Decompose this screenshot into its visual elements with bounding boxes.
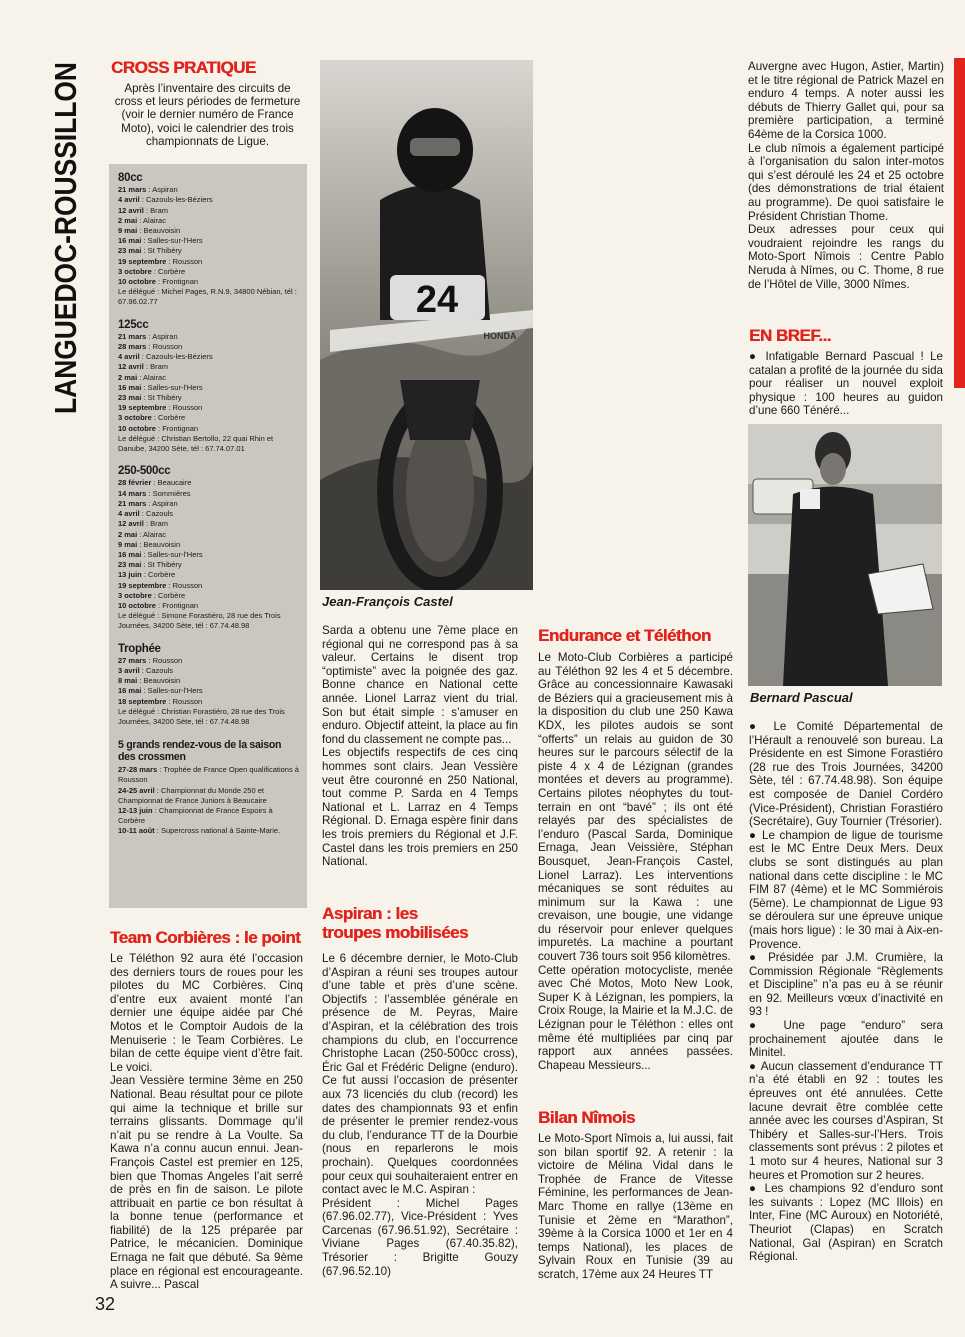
calendar-date: 4 avril <box>118 195 140 205</box>
calendar-row <box>118 509 301 519</box>
calendar-row <box>118 540 301 550</box>
calendar-place: Beauvoisin <box>143 226 181 236</box>
calendar-separator: : <box>139 509 146 519</box>
calendar-place: Rousson <box>152 342 183 352</box>
calendar-separator: : <box>137 529 144 539</box>
calendar-row <box>118 216 301 226</box>
calendar-place: Frontignan <box>162 277 199 287</box>
calendar-date: 27 mars <box>118 655 147 665</box>
calendar-place: Alairac <box>143 372 166 382</box>
aspiran-title: Aspiran : les troupes mobilisées <box>322 904 468 942</box>
calendar-date: 2 mai <box>118 529 138 539</box>
big-event-date: 10-11 août <box>118 826 155 836</box>
pascual-photo <box>748 424 942 686</box>
calendar-place: Corbère <box>148 570 176 580</box>
calendar-row <box>118 499 301 509</box>
calendar-separator: : <box>139 195 146 205</box>
calendar-separator: : <box>166 256 173 266</box>
big-event-date: 27-28 mars <box>118 765 158 775</box>
calendar-row <box>118 403 301 413</box>
bike-number: 24 <box>415 279 459 321</box>
calendar-date: 18 septembre <box>118 696 167 706</box>
calendar-row <box>118 393 301 403</box>
calendar-row <box>118 601 301 611</box>
calendar-separator: : <box>141 570 149 580</box>
big-events-title: 5 grands rendez-vous de la saison des crossmen <box>118 739 282 764</box>
big-event-text: Championnat du Monde 250 et Championnat de France Juniors à Beaucaire <box>118 785 267 805</box>
calendar-separator: : <box>155 600 163 610</box>
calendar-date: 21 mars <box>118 331 147 341</box>
calendar-separator: : <box>146 342 153 352</box>
calendar-place: Cazouls <box>145 509 174 519</box>
calendar-place: Cazouls-les-Béziers <box>145 352 213 362</box>
big-event <box>118 786 301 806</box>
calendar-row <box>118 185 301 195</box>
big-event-separator: : <box>157 765 164 775</box>
calendar-date: 23 mai <box>118 246 142 256</box>
big-event-date: 24-25 avril <box>118 785 155 795</box>
calendar-date: 8 mai <box>118 676 138 686</box>
calendar-date: 16 mai <box>118 236 142 246</box>
bref-items: ● Le Comité Départemental de l’Hérault a renouvelé son bureau. La Présidente en est Simone Forastiéro (28 rue des Trois Journées, 34200 Sète, tél : 67.74.48.98). Son équipe est composée de Daniel Cordéro (Vice-Président), Christian Forastiéro (Secrétaire), Guy Tournier (Trésorier). ● Le champion de ligue de tourisme est le MC Entre Deux Mers. Deux clubs se sont distingués au plan national dans cette discipline : le MC FIM 87 (4ème) et le MC Sommiérois (5ème). Le championnat de Ligue 93 se déroulera sur une épreuve unique (mais hors ligue) : le 30 mai à Aix-en-Provence. ● Présidée par J.M. Crumière, la Commission Régionale “Règlements et Discipline” n’a pas eu à se réunir en 92. Meilleurs vœux d’inactivité en 93 ! ● Une page “enduro” sera prochainement ajoutée dans le Minitel. ● Aucun classement d’endurance TT n’a été établi en 92 : toutes les épreuves ont été annulées. Cette lacune devrait être comblée cette année avec les courses d’Aspiran, St Thibéry et Salles-sur-l’Hers. Trois classements sont prévus : 2 pilotes et 1 moto sur 4 heures, National sur 3 heures et Promotion sur 2 heures. ● Les champions 92 d’enduro sont les suivants : Lopez (MC Illois) en Inter, Fine (MC Auroux) en Notoriété, Theuriot (Clapas) en Scratch National, Gal (Aspiran) en Scratch Régional. <box>749 720 943 1264</box>
calendar-place: Corbère <box>158 590 186 600</box>
calendar-separator: : <box>151 478 158 488</box>
calendar-place: Salles-sur-l’Hers <box>147 382 203 392</box>
calendar-separator: : <box>155 423 163 433</box>
calendar-date: 3 octobre <box>118 590 152 600</box>
big-event-text: Supercross national à Sainte-Marie. <box>160 826 281 836</box>
bilan-body: Le Moto-Sport Nîmois a, lui aussi, fait son bilan sportif 92. A retenir : la victoire de Mélina Vidal dans le Trophée de France de Vitesse Féminine, les performances de Jean-Marc Thome en rallye (13ème en Tunisie et 2ème en “Marathon”, 39ème à la Corsica 1000 et 1er en 4 temps National), les places de Sylvain Roux en Tunisie (39 au scratch, 17ème aux 24 Heures TT <box>538 1132 733 1281</box>
photo-castel-caption: Jean-François Castel <box>322 594 453 609</box>
calendar-place: Rousson <box>172 696 203 706</box>
photo-pascual-caption: Bernard Pascual <box>750 690 853 705</box>
calendar-row <box>118 195 301 205</box>
calendar-place: Salles-sur-l’Hers <box>147 686 203 696</box>
calendar-separator: : <box>141 549 148 559</box>
calendar-date: 3 avril <box>118 665 140 675</box>
team-continued: Sarda a obtenu une 7ème place en régional qui ne correspond pas à sa valeur. Certains le disent trop “optimiste” avec la poignée des gaz. Bonne chance en National cette année. Lionel Larraz vient du trial. Son but était simple : s’amuser en enduro. Objectif atteint, la place au fin fond du classement ne compte pas... Les objectifs respectifs de ces cinq hommes sont clairs. Jean Vessière veut être couronné en 250 National, tout comme P. Sarda en 4 Temps National et L. Larraz en 4 Temps Régional. D. Ernaga espère finir dans les trois premiers du Régional et J.F. Castel dans les trois premiers en 250 National. <box>322 624 518 869</box>
calendar-row <box>118 362 301 372</box>
calendar-date: 13 juin <box>118 570 142 580</box>
calendar-date: 10 octobre <box>118 600 156 610</box>
calendar-row <box>118 530 301 540</box>
team-title: Team Corbières : le point <box>110 928 301 947</box>
big-event-text: Championnat de France Espoirs à Corbère <box>118 805 273 826</box>
calendar-place: Corbère <box>158 266 186 276</box>
calendar-row <box>118 383 301 393</box>
calendar-place: Frontignan <box>162 423 199 433</box>
big-event-separator: : <box>152 805 159 815</box>
calendar-date: 23 mai <box>118 393 142 403</box>
calendar-separator: : <box>141 382 148 392</box>
calendar-separator: : <box>139 665 146 675</box>
calendar-date: 10 octobre <box>118 277 156 287</box>
calendar-place: Aspiran <box>152 331 178 341</box>
calendar-separator: : <box>143 205 151 215</box>
calendar-date: 14 mars <box>118 488 147 498</box>
big-event-separator: : <box>154 785 161 795</box>
calendar-separator: : <box>146 488 153 498</box>
calendar-row <box>118 676 301 686</box>
calendar-row <box>118 560 301 570</box>
rider-photo <box>320 60 533 590</box>
calendar-separator: : <box>137 539 144 549</box>
calendar-date: 3 octobre <box>118 413 152 423</box>
calendar-delegate: Le délégué : Christian Bertollo, 22 quai Rhin et Danube, 34200 Sète, tél : 67.74.07.01 <box>118 433 274 454</box>
photo-castel <box>320 60 533 590</box>
big-event-separator: : <box>154 826 161 836</box>
calendar-row <box>118 277 301 287</box>
calendar-place: Alairac <box>143 215 166 225</box>
calendar-separator: : <box>146 498 153 508</box>
calendar-date: 28 mars <box>118 342 147 352</box>
calendar-separator: : <box>139 352 146 362</box>
section-title: LANGUEDOC-ROUSSILLON <box>48 58 83 414</box>
calendar-date: 10 octobre <box>118 423 156 433</box>
calendar-separator: : <box>137 372 144 382</box>
calendar-delegate: Le délégué : Christian Forastiéro, 28 rue des Trois Journées, 34200 Sète, tél : 67.74.48.98 <box>118 706 285 726</box>
calendar-row <box>118 550 301 560</box>
calendar-date: 4 avril <box>118 352 140 362</box>
calendar-separator: : <box>151 590 159 600</box>
calendar-row <box>118 519 301 529</box>
calendar-separator: : <box>141 393 148 403</box>
calendar-row <box>118 424 301 434</box>
big-event <box>118 765 301 785</box>
calendar-row <box>118 257 301 267</box>
calendar-row <box>118 342 301 352</box>
calendar-row <box>118 352 301 362</box>
calendar-place: Bram <box>150 519 169 529</box>
calendar-place: Salles-sur-l’Hers <box>147 549 203 559</box>
calendar-separator: : <box>143 519 151 529</box>
bilan-title: Bilan Nîmois <box>538 1108 635 1127</box>
team-body: Le Téléthon 92 aura été l’occasion des derniers tours de roues pour les pilotes du MC Corbières. Cinq d’entre eux avaient monté l’an dernier une équipe aidée par Ché Motos et le Comptoir Audois de la Menuiserie : le Team Corbières. Le bilan de cette équipe vient d’être fait. Le voici. Jean Vessière termine 3ème en 250 National. Beau résultat pour ce pilote qui aime la technique et brille sur terrains glissants. Dommage qu’il n’ait pu se rendre à La Voulte. Sa Kawa n’a connu aucun ennui. Jean-François Castel est premier en 125, bien que Thomas Angeles l’ait serré de près en fin de saison. Le pilote attribuait en partie ce bon résultat à la bonne tenue (performance et fiabilité) de la 125 préparée par Patrice, le mécanicien. Dominique Ernaga ne fait que débuté. Sa 9ème place en régional est encourageante. A suivre... Pascal <box>110 952 303 1292</box>
aspiran-body: Le 6 décembre dernier, le Moto-Club d’Aspiran a réuni ses troupes autour d’une table et près d’une scène. Objectifs : l’assemblée générale en présence de M. Peyras, Maire d’Aspiran, et la célébration des trois champions du club, en l’occurrence Christophe Lacan (250-500cc cross), Éric Gal et Frédéric Deligne (enduro). Ce fut aussi l’occasion de présenter aux 73 licenciés du club (record) les dates des championnats 93 et enfin de présenter le premier rendez-vous du club, l’endurance TT de la Dourbie (nous en reparlerons le mois prochain). Quelques coordonnées pour ceux qui souhaiteraient entrer en contact avec le M.C. Aspiran : Président : Michel Pages (67.96.02.77), Vice-Président : Yves Carcenas (67.96.51.92), Secrétaire : Viviane Pages (67.40.35.82), Trésorier : Brigitte Gouzy (67.96.52.10) <box>322 952 518 1278</box>
calendar-row <box>118 489 301 499</box>
calendar-separator: : <box>151 266 159 276</box>
photo-pascual <box>748 424 942 686</box>
calendar-separator: : <box>146 331 153 341</box>
calendar-date: 12 avril <box>118 362 144 372</box>
calendar-place: Beaucaire <box>157 478 192 488</box>
calendar-category: 250-500cc <box>118 465 171 478</box>
calendar-date: 16 mai <box>118 686 142 696</box>
calendar-place: Rousson <box>172 256 203 266</box>
cross-intro: Après l’inventaire des circuits de cross et leurs périodes de fermeture (voir le dernier numéro de France Moto), voici le calendrier des trois championnats de Ligue. <box>114 82 301 148</box>
calendar-place: Cazouls <box>145 665 174 675</box>
calendar-separator: : <box>166 403 173 413</box>
accent-bar <box>954 58 965 388</box>
calendar-separator: : <box>166 580 173 590</box>
bike-brand: HONDA <box>483 331 517 341</box>
calendar-section <box>118 644 301 728</box>
big-event <box>118 826 301 836</box>
calendar-separator: : <box>143 362 151 372</box>
calendar-place: Beauvoisin <box>143 539 181 549</box>
calendar-section <box>118 320 301 455</box>
calendar-row <box>118 413 301 423</box>
calendar-row <box>118 666 301 676</box>
calendar-category: 125cc <box>118 318 149 331</box>
big-event-text: Trophée de France Open qualifications à Rousson <box>118 765 299 785</box>
calendar-place: Rousson <box>172 580 203 590</box>
endurance-title: Endurance et Téléthon <box>538 626 711 645</box>
calendar-separator: : <box>141 236 148 246</box>
calendar-row <box>118 591 301 601</box>
calendar-date: 3 octobre <box>118 266 152 276</box>
calendar-place: Bram <box>150 205 169 215</box>
calendar-date: 23 mai <box>118 560 142 570</box>
calendar-date: 16 mai <box>118 549 142 559</box>
calendar-separator: : <box>146 655 153 665</box>
calendar-row <box>118 373 301 383</box>
calendar-row <box>118 267 301 277</box>
calendar-place: Alairac <box>143 529 166 539</box>
calendar-section <box>118 466 301 631</box>
calendar-separator: : <box>155 277 163 287</box>
bref-first: ● Infatigable Bernard Pascual ! Le catalan a profité de la journée du sida pour réaliser un nouvel exploit physique : 100 heures au guidon d’une 660 Ténéré... <box>749 350 943 418</box>
calendar-date: 2 mai <box>118 372 138 382</box>
calendar-separator: : <box>146 185 153 195</box>
calendar-row <box>118 236 301 246</box>
calendar-separator: : <box>151 413 159 423</box>
calendar-row <box>118 570 301 580</box>
calendar-row <box>118 246 301 256</box>
calendar-row <box>118 656 301 666</box>
calendar-place: Corbère <box>158 413 186 423</box>
big-event <box>118 806 301 826</box>
calendar-place: Rousson <box>172 403 203 413</box>
calendar-date: 9 mai <box>118 226 138 236</box>
calendar-category: Trophée <box>118 642 161 655</box>
calendar-separator: : <box>141 246 148 256</box>
calendar-row <box>118 581 301 591</box>
calendar-place: Beauvoisin <box>143 676 181 686</box>
section-sidebar <box>48 58 86 418</box>
calendar-separator: : <box>141 686 148 696</box>
bref-title: EN BREF... <box>749 326 831 345</box>
calendar-place: St Thibéry <box>147 393 182 403</box>
calendar-place: Cazouls-les-Béziers <box>145 195 213 205</box>
calendar-separator: : <box>137 676 144 686</box>
calendar-place: Rousson <box>152 655 183 665</box>
big-event-date: 12-13 juin <box>118 805 153 815</box>
calendar-date: 19 septembre <box>118 256 167 266</box>
calendar-row <box>118 686 301 696</box>
calendar-row <box>118 206 301 216</box>
cross-title: CROSS PRATIQUE <box>111 58 256 77</box>
calendar-separator: : <box>137 226 144 236</box>
calendar-row <box>118 478 301 488</box>
calendar-delegate: Le délégué : Michel Pages, R.N.9, 34800 Nébian, tél : 67.96.02.77 <box>118 287 297 307</box>
calendar-separator: : <box>137 215 144 225</box>
calendar-place: St Thibéry <box>147 246 182 256</box>
calendar-date: 19 septembre <box>118 403 167 413</box>
calendar-delegate: Le délégué : Simone Forastiéro, 28 rue des Trois Journées, 34200 Sète, tél : 67.74.48.98 <box>118 611 281 631</box>
calendar-place: Sommières <box>152 488 191 498</box>
endurance-body: Le Moto-Club Corbières a participé au Téléthon 92 les 4 et 5 décembre. Grâce au concessionnaire Kawasaki de Béziers qui a gracieusement mis à la disposition du club une 250 Kawa KDX, les pilotes audois se sont “offerts” un relais au guidon de 30 heures sur le parcours sélectif de la piste 4 x 4 de Lézignan (grandes montées et devers au programme). Certains pilotes néophytes du tout-terrain en ont “bavé” ; ils ont été relayés par des spécialistes de l’enduro (Pascal Sarda, Dominique Ernaga, Jean Veissière, Stéphan Bousquet, Jean-François Castel, Lionel Larraz). Les interventions mécaniques se sont réduites au minimum sur la Kawa : une crevaison, une bougie, une vidange du réservoir pour enlever quelques impuretés. La machine a pourtant couvert 736 tours soit 956 kilomètres. Cette opération motocycliste, menée avec Ché Motos, Moto New Look, Super K à Lézignan, les pompiers, la Croix Rouge, la Mairie et la M.J.C. de Lézignan pour le Téléthon : elles ont même été multipliées par cinq par rapport aux années passées. Chapeau Messieurs... <box>538 651 733 1072</box>
calendar-date: 12 avril <box>118 205 144 215</box>
calendar-place: Aspiran <box>152 498 178 508</box>
calendar-row <box>118 332 301 342</box>
calendar <box>109 164 307 837</box>
calendar-place: Frontignan <box>162 600 199 610</box>
section-title-vertical <box>48 58 86 418</box>
page-number: 32 <box>95 1294 116 1314</box>
calendar-row <box>118 226 301 236</box>
calendar-place: Bram <box>150 362 169 372</box>
bilan-continued: Auvergne avec Hugon, Astier, Martin) et le titre régional de Patrick Mazel en enduro 4 temps. A noter aussi les débuts de Thierry Gallet qui, pour sa première participation, a terminé 64ème de la Corsica 1000. Le club nîmois a également participé à l’organisation du salon inter-motos qui s’est déroulé les 24 et 25 octobre (des démonstrations de trial étaient au programme). De quoi satisfaire le Président Christian Thome. Deux adresses pour ceux qui voudraient rejoindre les rangs du Moto-Sport Nîmois : Centre Pablo Neruda à Nîmes, ou C. Thome, 8 rue de l’Hôtel de Ville, 3000 Nîmes. <box>748 60 944 291</box>
calendar-place: St Thibéry <box>147 560 182 570</box>
calendar-date: 28 février <box>118 478 152 488</box>
calendar-date: 21 mars <box>118 498 147 508</box>
calendar-date: 4 avril <box>118 509 140 519</box>
calendar-section <box>118 173 301 308</box>
calendar-category: 80cc <box>118 172 143 184</box>
calendar-date: 21 mars <box>118 185 147 195</box>
calendar-row <box>118 697 301 707</box>
calendar-date: 19 septembre <box>118 580 167 590</box>
calendar-box <box>109 164 307 908</box>
calendar-place: Aspiran <box>152 185 178 195</box>
calendar-date: 9 mai <box>118 539 138 549</box>
calendar-separator: : <box>141 560 148 570</box>
calendar-separator: : <box>166 696 173 706</box>
calendar-date: 16 mai <box>118 382 142 392</box>
calendar-place: Salles-sur-l’Hers <box>147 236 203 246</box>
calendar-date: 12 avril <box>118 519 144 529</box>
calendar-date: 2 mai <box>118 215 138 225</box>
